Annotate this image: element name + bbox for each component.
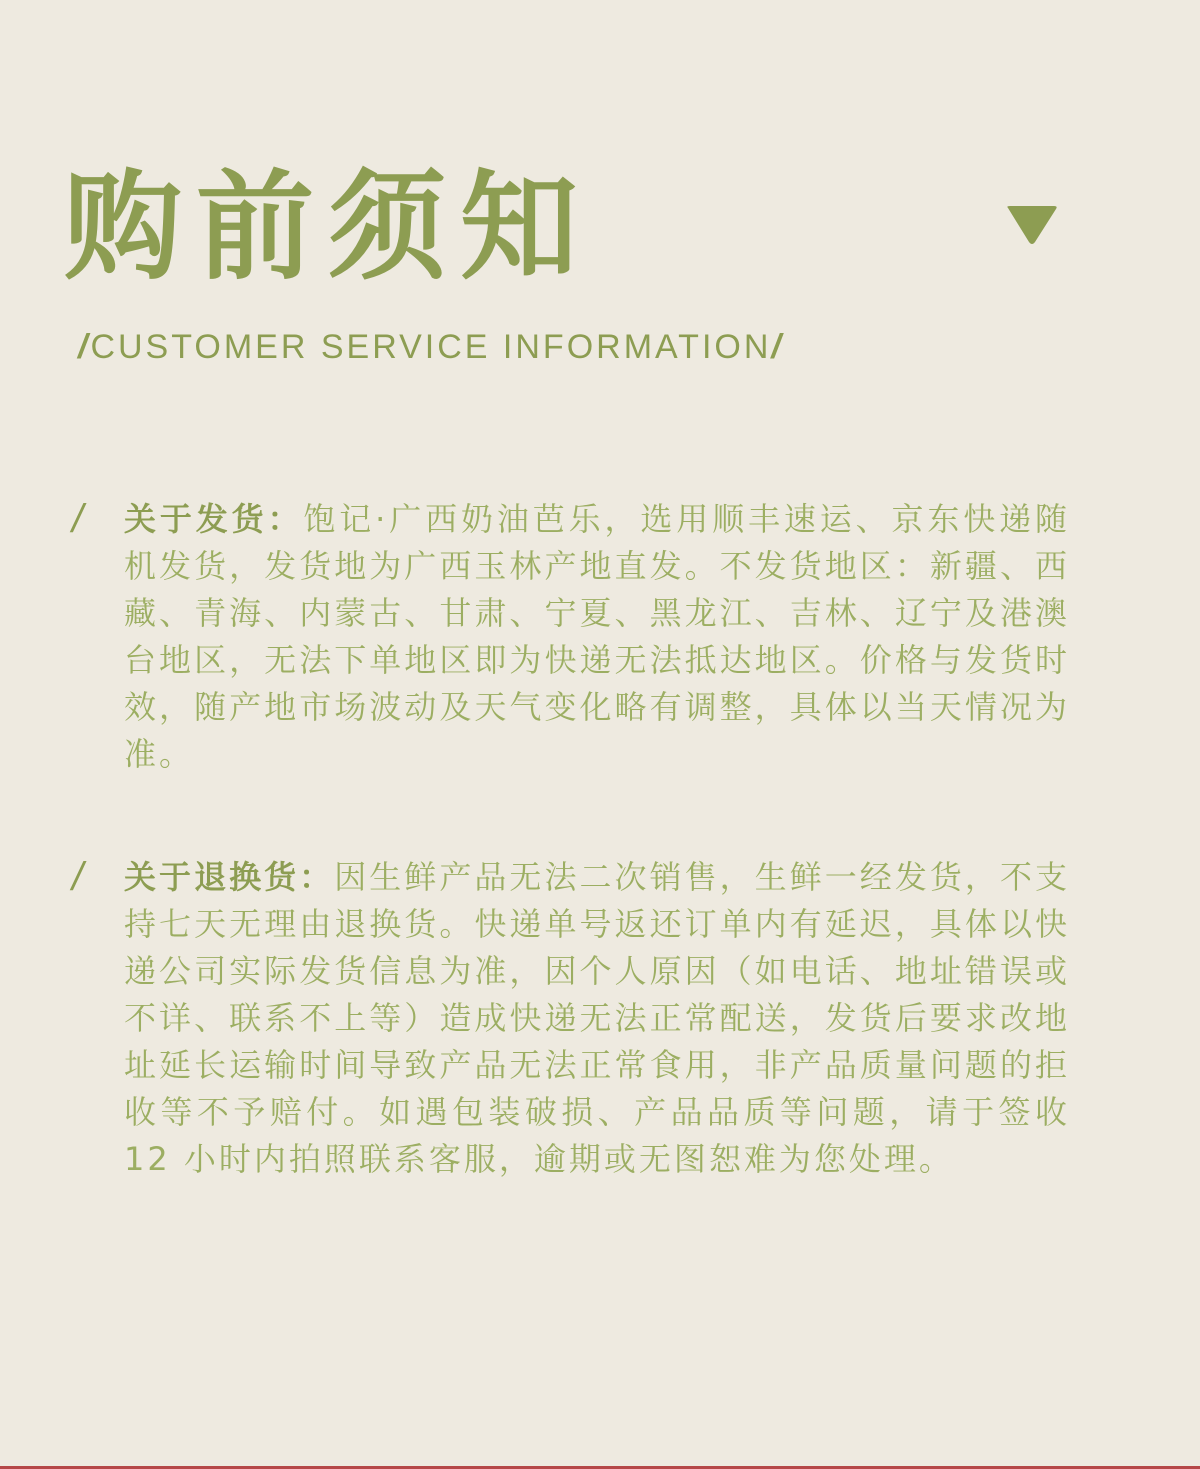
subtitle-text: CUSTOMER SERVICE INFORMATION	[90, 328, 772, 366]
returns-label: 关于退换货：	[124, 858, 335, 896]
returns-text	[124, 854, 1070, 1183]
shipping-body: 饱记·广西奶油芭乐，选用顺丰速运、京东快递随机发货，发货地为广西玉林产地直发。不发货地区：新疆、西藏、青海、内蒙古、甘肃、宁夏、黑龙江、吉林、辽宁及港澳台地区，无法下单地区即为快递无法抵达地区。价格与发货时效，随产地市场波动及天气变化略有调整，具体以当天情况为准。	[124, 500, 1070, 773]
shipping-text	[124, 496, 1070, 778]
page-title: 购前须知	[64, 158, 593, 296]
section-marker: /	[72, 497, 84, 541]
section-marker: /	[72, 855, 84, 899]
page-subtitle	[78, 330, 784, 364]
shipping-label: 关于发货：	[124, 500, 304, 538]
subtitle-slash-right: /	[771, 328, 784, 366]
subtitle-slash-left: /	[78, 328, 91, 366]
returns-body: 因生鲜产品无法二次销售，生鲜一经发货，不支持七天无理由退换货。快递单号返还订单内有延迟，具体以快递公司实际发货信息为准，因个人原因（如电话、地址错误或不详、联系不上等）造成快递无法正常配送，发货后要求改地址延长运输时间导致产品无法正常食用，非产品质量问题的拒收等不予赔付。如遇包装破损、产品品质等问题，请于签收 12 小时内拍照联系客服，逾期或无图恕难为您处理。	[124, 858, 1070, 1178]
triangle-down-icon[interactable]	[1004, 204, 1060, 246]
